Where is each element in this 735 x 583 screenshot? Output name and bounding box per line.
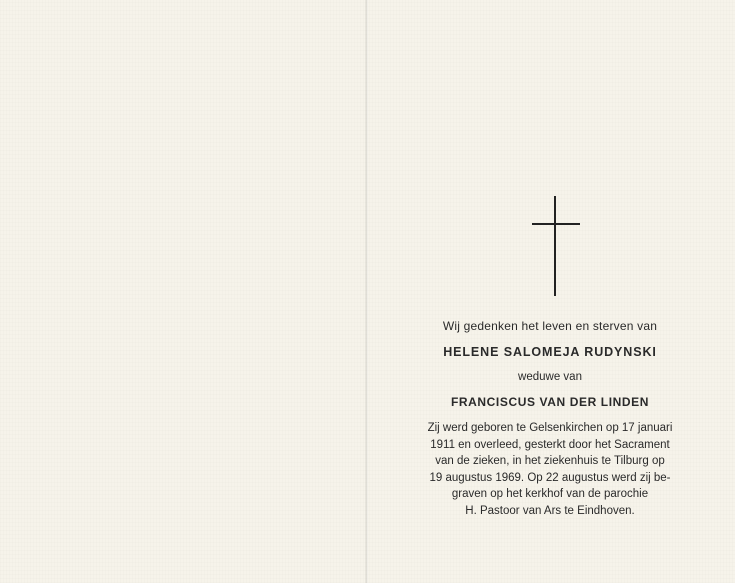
deceased-name: HELENE SALOMEJA RUDYNSKI [443,345,657,359]
bio-line: Zij werd geboren te Gelsenkirchen op 17 januari [427,422,673,434]
cross-horizontal-bar [532,223,580,225]
relation-text: weduwe van [518,371,582,383]
cross-icon [532,196,580,296]
cross-vertical-bar [554,196,556,296]
memorial-text [380,318,720,520]
left-panel [0,0,365,583]
bio-line: van de zieken, in het ziekenhuis te Tilburg op [435,455,665,468]
spouse-name: FRANCISCUS VAN DER LINDEN [450,395,650,409]
bio-line: H. Pastoor van Ars te Eindhoven. [465,504,635,517]
bio-line: graven op het kerkhof van de parochie [451,488,649,501]
biography [380,420,720,520]
bio-line: 19 augustus 1969. Op 22 augustus werd zij be- [429,471,671,484]
intro-text: Wij gedenken het leven en sterven van [442,319,658,333]
bio-line: 1911 en overleed, gesterkt door het Sacrament [430,438,670,451]
